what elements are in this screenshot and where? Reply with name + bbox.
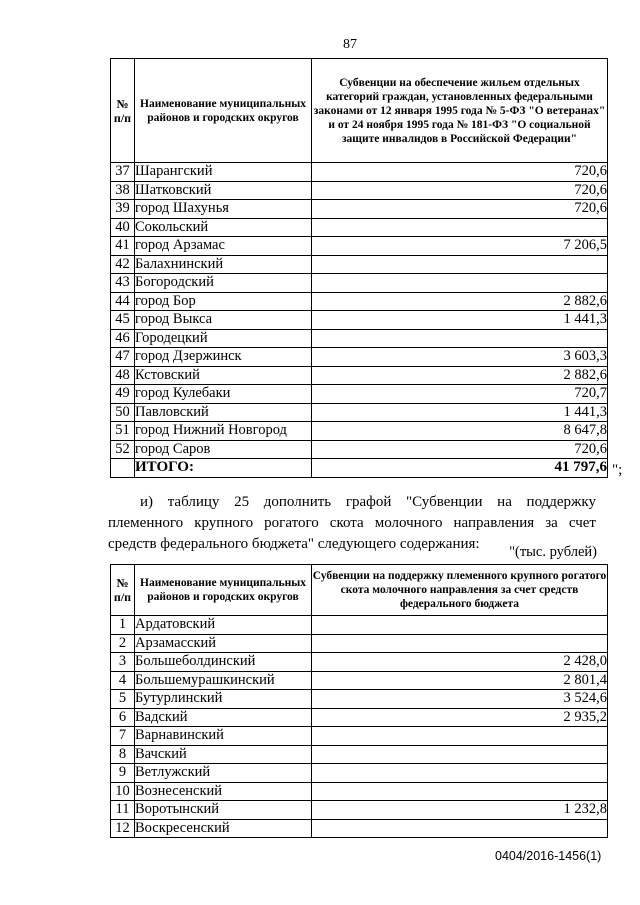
municipality-name: Ветлужский <box>135 764 312 783</box>
subsidy-value <box>312 218 608 237</box>
subsidy-value <box>312 274 608 293</box>
table-row <box>111 801 608 820</box>
municipality-name: город Выкса <box>135 311 312 330</box>
table-row <box>111 634 608 653</box>
subsidy-value: 3 603,3 <box>312 348 608 367</box>
total-value: 41 797,6 <box>312 459 608 478</box>
amendment-paragraph: и) таблицу 25 дополнить графой "Субвенции на поддержку племенного крупного рогатого скота молочного направления за счет средств федерального бюджета" следующего содержания: <box>108 494 596 552</box>
municipality-name: Сокольский <box>135 218 312 237</box>
subsidy-value: 2 935,2 <box>312 708 608 727</box>
municipality-name: Шарангский <box>135 163 312 182</box>
page-number: 87 <box>343 37 357 52</box>
subsidy-value: 720,6 <box>312 440 608 459</box>
total-label: ИТОГО: <box>135 459 312 478</box>
row-number: 43 <box>111 274 135 293</box>
table-row <box>111 616 608 635</box>
subsidy-value: 1 232,8 <box>312 801 608 820</box>
subsidy-value: 2 801,4 <box>312 671 608 690</box>
row-number: 11 <box>111 801 135 820</box>
row-number: 44 <box>111 292 135 311</box>
row-number: 8 <box>111 745 135 764</box>
municipality-name: Вознесенский <box>135 782 312 801</box>
municipality-name: Павловский <box>135 403 312 422</box>
row-number: 49 <box>111 385 135 404</box>
row-number: 38 <box>111 181 135 200</box>
table-row <box>111 653 608 672</box>
row-number: 5 <box>111 690 135 709</box>
row-number: 46 <box>111 329 135 348</box>
row-number: 37 <box>111 163 135 182</box>
header-municipality: Наименование муниципальных районов и городских округов <box>135 59 312 163</box>
table-row <box>111 440 608 459</box>
table-row <box>111 690 608 709</box>
table-row <box>111 819 608 838</box>
units-label: "(тыс. рублей) <box>509 544 597 560</box>
table-row <box>111 727 608 746</box>
subsidy-value <box>312 745 608 764</box>
table-row <box>111 237 608 256</box>
subsidy-value: 720,6 <box>312 200 608 219</box>
municipality-name: Шатковский <box>135 181 312 200</box>
municipality-name: Бутурлинский <box>135 690 312 709</box>
table-row <box>111 366 608 385</box>
table-row <box>111 403 608 422</box>
document-code: 0404/2016-1456(1) <box>495 849 602 863</box>
table-row <box>111 671 608 690</box>
municipality-name: город Бор <box>135 292 312 311</box>
municipality-name: город Нижний Новгород <box>135 422 312 441</box>
subsidy-value: 2 428,0 <box>312 653 608 672</box>
total-number-cell <box>111 459 135 478</box>
row-number: 52 <box>111 440 135 459</box>
subsidy-value: 1 441,3 <box>312 311 608 330</box>
table-row <box>111 708 608 727</box>
row-number: 2 <box>111 634 135 653</box>
closing-quote: "; <box>612 462 623 478</box>
table-row <box>111 181 608 200</box>
subsidy-value: 720,6 <box>312 163 608 182</box>
subsidy-value: 1 441,3 <box>312 403 608 422</box>
subsidy-value <box>312 727 608 746</box>
row-number: 1 <box>111 616 135 635</box>
municipality-name: город Дзержинск <box>135 348 312 367</box>
municipality-name: Балахнинский <box>135 255 312 274</box>
row-number: 41 <box>111 237 135 256</box>
subsidy-value: 2 882,6 <box>312 366 608 385</box>
municipality-name: город Арзамас <box>135 237 312 256</box>
subsidy-housing-table <box>110 58 608 478</box>
table-header-row <box>111 59 608 163</box>
subsidy-value: 2 882,6 <box>312 292 608 311</box>
subsidy-value: 720,6 <box>312 181 608 200</box>
header-subsidy: Субвенции на поддержку племенного крупного рогатого скота молочного направления за счет средств федерального бюджета <box>312 565 608 616</box>
municipality-name: Большемурашкинский <box>135 671 312 690</box>
subsidy-value <box>312 329 608 348</box>
row-number: 4 <box>111 671 135 690</box>
header-subsidy: Субвенции на обеспечение жильем отдельных категорий граждан, установленных федеральными законами от 12 января 1995 года № 5-ФЗ "О ветеранах" и от 24 ноября 1995 года № 181-ФЗ "О социальной защите инвалидов в Российской Федерации" <box>312 59 608 163</box>
row-number: 9 <box>111 764 135 783</box>
row-number: 42 <box>111 255 135 274</box>
municipality-name: Воскресенский <box>135 819 312 838</box>
table-row <box>111 745 608 764</box>
municipality-name: Богородский <box>135 274 312 293</box>
row-number: 45 <box>111 311 135 330</box>
table-row <box>111 764 608 783</box>
subsidy-value <box>312 764 608 783</box>
municipality-name: город Шахунья <box>135 200 312 219</box>
municipality-name: Воротынский <box>135 801 312 820</box>
table-row <box>111 200 608 219</box>
subsidy-value <box>312 616 608 635</box>
subsidy-value <box>312 634 608 653</box>
municipality-name: Арзамасский <box>135 634 312 653</box>
subsidy-value: 7 206,5 <box>312 237 608 256</box>
table-row <box>111 311 608 330</box>
subsidy-value: 8 647,8 <box>312 422 608 441</box>
row-number: 40 <box>111 218 135 237</box>
row-number: 6 <box>111 708 135 727</box>
header-number: № п/п <box>111 59 135 163</box>
table-row <box>111 163 608 182</box>
row-number: 3 <box>111 653 135 672</box>
table-row <box>111 292 608 311</box>
municipality-name: Варнавинский <box>135 727 312 746</box>
row-number: 7 <box>111 727 135 746</box>
row-number: 47 <box>111 348 135 367</box>
municipality-name: город Саров <box>135 440 312 459</box>
municipality-name: город Кулебаки <box>135 385 312 404</box>
municipality-name: Вачский <box>135 745 312 764</box>
table-row <box>111 348 608 367</box>
table-row <box>111 385 608 404</box>
subsidy-cattle-table <box>110 564 608 838</box>
row-number: 51 <box>111 422 135 441</box>
municipality-name: Вадский <box>135 708 312 727</box>
municipality-name: Городецкий <box>135 329 312 348</box>
subsidy-value: 720,7 <box>312 385 608 404</box>
row-number: 50 <box>111 403 135 422</box>
table-body <box>111 616 608 838</box>
table-header-row <box>111 565 608 616</box>
subsidy-value <box>312 819 608 838</box>
table-row <box>111 782 608 801</box>
row-number: 48 <box>111 366 135 385</box>
header-number: № п/п <box>111 565 135 616</box>
municipality-name: Большеболдинский <box>135 653 312 672</box>
subsidy-value: 3 524,6 <box>312 690 608 709</box>
table-row <box>111 255 608 274</box>
header-municipality: Наименование муниципальных районов и городских округов <box>135 565 312 616</box>
row-number: 39 <box>111 200 135 219</box>
table-body <box>111 163 608 478</box>
subsidy-value <box>312 782 608 801</box>
total-row <box>111 459 608 478</box>
table-row <box>111 274 608 293</box>
municipality-name: Ардатовский <box>135 616 312 635</box>
municipality-name: Кстовский <box>135 366 312 385</box>
row-number: 10 <box>111 782 135 801</box>
subsidy-value <box>312 255 608 274</box>
row-number: 12 <box>111 819 135 838</box>
table-row <box>111 218 608 237</box>
table-row <box>111 329 608 348</box>
table-row <box>111 422 608 441</box>
